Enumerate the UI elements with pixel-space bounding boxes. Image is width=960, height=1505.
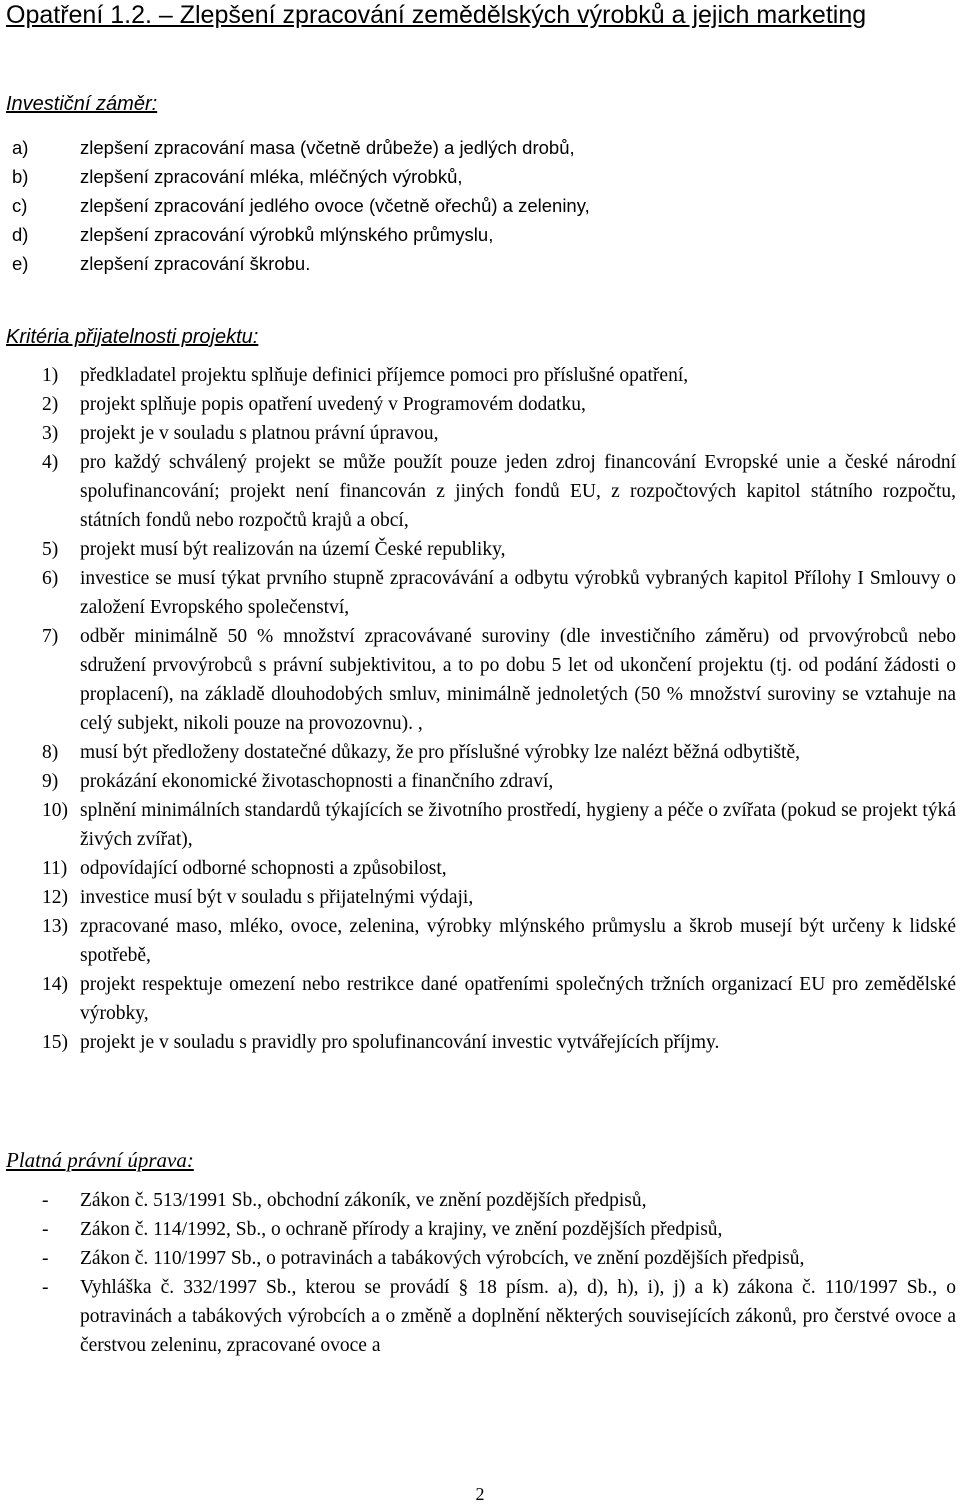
legal-list [6,1186,956,1360]
list-item-text: Zákon č. 110/1997 Sb., o potravinách a tabákových výrobcích, ve znění pozdějších předpisů, [80,1248,805,1269]
list-item [6,390,956,419]
list-marker: 7) [42,626,59,647]
list-marker: - [42,1248,49,1269]
list-item-text: investice se musí týkat prvního stupně zpracovávání a odbytu výrobků vybraných kapitol Přílohy I Smlouvy o založení Evropského společenství, [80,568,956,618]
list-marker: 4) [42,452,59,473]
list-item [6,796,956,854]
list-item [6,419,956,448]
list-item [6,1215,956,1244]
list-marker: d) [12,224,29,245]
list-marker: e) [12,253,29,274]
list-item [6,738,956,767]
list-item-text: Vyhláška č. 332/1997 Sb., kterou se provádí § 18 písm. a), d), h), i), j) a k) zákona č. 110/1997 Sb., o potravinách a tabákových výrobcích a o změně a doplnění některých souvisejících zákonů, pro čerstvé ovoce a čerstvou zeleninu, zpracované ovoce a [80,1277,956,1356]
criteria-heading: Kritéria přijatelnosti projektu: [6,326,259,348]
list-marker: 15) [42,1032,68,1053]
page-title: Opatření 1.2. – Zlepšení zpracování zemědělských výrobků a jejich marketing [6,1,867,29]
list-item-text: zlepšení zpracování masa (včetně drůbeže) a jedlých drobů, [80,137,575,158]
list-item [6,1186,956,1215]
list-item [6,883,956,912]
list-item [6,535,956,564]
list-item-text: projekt musí být realizován na území České republiky, [80,539,506,560]
list-marker: b) [12,166,29,187]
list-marker: a) [12,137,29,158]
list-marker: 2) [42,394,59,415]
investment-heading: Investiční záměr: [6,93,158,115]
list-marker: 14) [42,974,68,995]
list-item-text: odpovídající odborné schopnosti a způsobilost, [80,858,447,879]
list-item [6,854,956,883]
list-item [6,1028,956,1057]
list-marker: - [42,1219,49,1240]
list-item [6,622,956,738]
list-item-text: zlepšení zpracování mléka, mléčných výrobků, [80,166,463,187]
list-item [6,220,956,249]
list-item-text: projekt splňuje popis opatření uvedený v Programovém dodatku, [80,394,586,415]
list-item-text: odběr minimálně 50 % množství zpracovávané suroviny (dle investičního záměru) od prvovýrobců nebo sdružení prvovýrobců s právní subjektivitou, a to po dobu 5 let od ukončení projektu (tj. od podání žádosti o proplacení), na základě dlouhodobých smluv, minimálně jednoletých (50 % množství suroviny se vztahuje na celý subjekt, nikoli pouze na provozovnu). , [80,626,956,734]
list-marker: 9) [42,771,59,792]
list-item-text: zlepšení zpracování výrobků mlýnského průmyslu, [80,224,494,245]
list-item-text: Zákon č. 114/1992, Sb., o ochraně přírody a krajiny, ve znění pozdějších předpisů, [80,1219,723,1240]
list-item [6,249,956,278]
list-marker: 13) [42,916,68,937]
list-item-text: splnění minimálních standardů týkajících se životního prostředí, hygieny a péče o zvířata (pokud se projekt týká živých zvířat), [80,800,956,850]
list-marker: 8) [42,742,59,763]
list-item-text: prokázání ekonomické životaschopnosti a finančního zdraví, [80,771,554,792]
list-item [6,162,956,191]
list-item-text: projekt je v souladu s platnou právní úpravou, [80,423,439,444]
list-item-text: pro každý schválený projekt se může použít pouze jeden zdroj financování Evropské unie a české národní spolufinancování; projekt není financován z jiných fondů EU, z rozpočtových kapitol státního rozpočtu, státních fondů nebo rozpočtů krajů a obcí, [80,452,956,531]
list-item-text: předkladatel projektu splňuje definici příjemce pomoci pro příslušné opatření, [80,365,689,386]
list-item [6,191,956,220]
list-marker: - [42,1277,49,1298]
list-marker: - [42,1190,49,1211]
list-item [6,361,956,390]
list-marker: 10) [42,800,68,821]
list-marker: 12) [42,887,68,908]
list-item-text: Zákon č. 513/1991 Sb., obchodní zákoník, ve znění pozdějších předpisů, [80,1190,647,1211]
list-item [6,1244,956,1273]
list-item [6,564,956,622]
investment-list [6,133,956,278]
list-marker: 11) [42,858,68,879]
legal-heading: Platná právní úprava: [6,1148,194,1172]
list-item-text: zpracované maso, mléko, ovoce, zelenina, výrobky mlýnského průmyslu a škrob musejí být určeny k lidské spotřebě, [80,916,956,966]
list-item-text: projekt je v souladu s pravidly pro spolufinancování investic vytvářejících příjmy. [80,1032,720,1053]
list-item [6,970,956,1028]
page-number: 2 [475,1484,485,1504]
list-marker: 3) [42,423,59,444]
list-marker: 5) [42,539,59,560]
list-item [6,1273,956,1360]
list-item [6,448,956,535]
list-item-text: zlepšení zpracování jedlého ovoce (včetně ořechů) a zeleniny, [80,195,590,216]
list-marker: 6) [42,568,59,589]
criteria-list [6,361,956,1057]
list-item-text: zlepšení zpracování škrobu. [80,253,311,274]
list-item [6,133,956,162]
list-item [6,912,956,970]
list-item-text: musí být předloženy dostatečné důkazy, že pro příslušné výrobky lze nalézt běžná odbytiště, [80,742,801,763]
list-marker: 1) [42,365,59,386]
list-item-text: investice musí být v souladu s přijatelnými výdaji, [80,887,474,908]
list-item [6,767,956,796]
list-marker: c) [12,195,28,216]
list-item-text: projekt respektuje omezení nebo restrikce dané opatřeními společných tržních organizací EU pro zemědělské výrobky, [80,974,956,1024]
